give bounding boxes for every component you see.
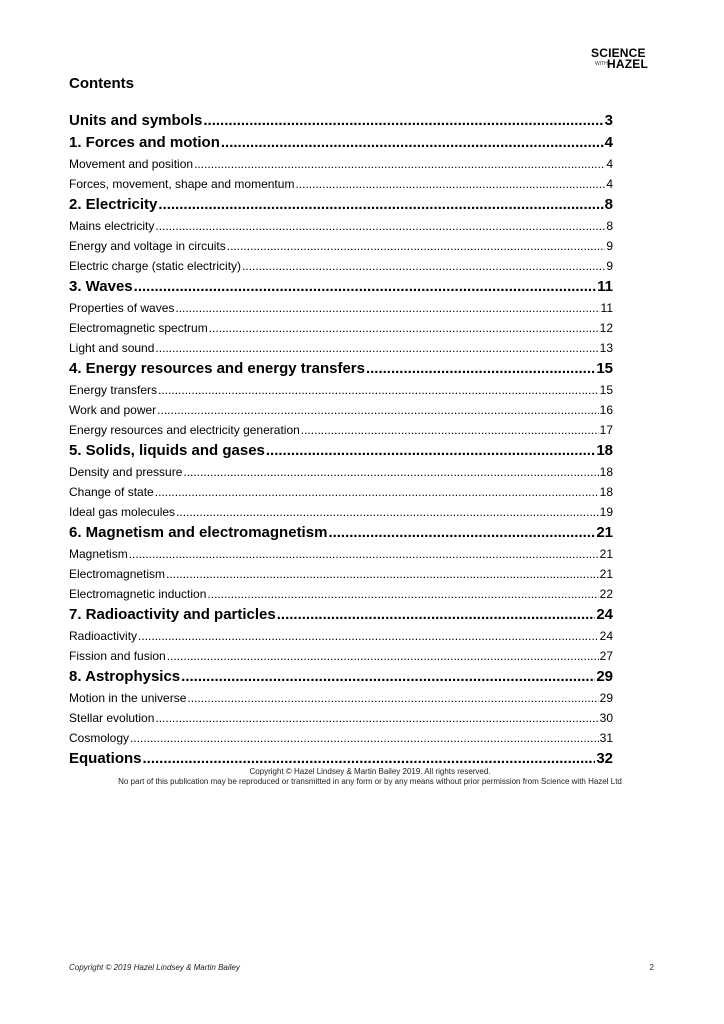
toc-dot-leader (158, 380, 599, 400)
toc-entry-page: 9 (606, 239, 613, 253)
toc-entry-label: 5. Solids, liquids and gases (69, 442, 265, 459)
toc-dot-leader (181, 666, 595, 688)
toc-subsection-entry[interactable] (69, 236, 613, 256)
toc-dot-leader (138, 626, 599, 646)
toc-dot-leader (155, 708, 598, 728)
toc-dot-leader (130, 728, 599, 748)
toc-entry-page: 18 (599, 485, 613, 499)
toc-section-entry[interactable] (69, 194, 613, 216)
toc-subsection-entry[interactable] (69, 688, 613, 708)
toc-dot-leader (157, 400, 598, 420)
toc-subsection-entry[interactable] (69, 216, 613, 236)
toc-dot-leader (227, 236, 606, 256)
copyright-notice: Copyright © Hazel Lindsey & Martin Bailey 2019. All rights reserved. (249, 767, 491, 776)
footer-copyright: Copyright © 2019 Hazel Lindsey & Martin Bailey (69, 963, 240, 972)
toc-subsection-entry[interactable] (69, 462, 613, 482)
toc-entry-label: Fission and fusion (69, 649, 166, 663)
toc-entry-page: 24 (599, 629, 613, 643)
toc-subsection-entry[interactable] (69, 318, 613, 338)
toc-subsection-entry[interactable] (69, 584, 613, 604)
toc-subsection-entry[interactable] (69, 646, 613, 666)
toc-entry-page: 21 (599, 567, 613, 581)
toc-subsection-entry[interactable] (69, 380, 613, 400)
toc-dot-leader (155, 216, 605, 236)
toc-dot-leader (167, 646, 599, 666)
toc-entry-page: 29 (599, 691, 613, 705)
toc-dot-leader (277, 604, 596, 626)
reproduction-notice: No part of this publication may be reproduced or transmitted in any form or by any means without prior permission from Science with Hazel Ltd (118, 777, 622, 786)
toc-dot-leader (301, 420, 599, 440)
toc-subsection-entry[interactable] (69, 626, 613, 646)
toc-dot-leader (242, 256, 605, 276)
toc-subsection-entry[interactable] (69, 728, 613, 748)
toc-entry-page: 12 (599, 321, 613, 335)
table-of-contents (69, 110, 613, 770)
toc-entry-label: Work and power (69, 403, 157, 417)
toc-subsection-entry[interactable] (69, 564, 613, 584)
toc-entry-page: 21 (596, 524, 613, 541)
toc-subsection-entry[interactable] (69, 708, 613, 728)
toc-entry-label: Mains electricity (69, 219, 155, 233)
toc-entry-label: 6. Magnetism and electromagnetism (69, 524, 328, 541)
toc-dot-leader (209, 318, 599, 338)
toc-entry-label: Energy and voltage in circuits (69, 239, 226, 253)
toc-entry-label: 7. Radioactivity and particles (69, 606, 276, 623)
toc-dot-leader (175, 298, 599, 318)
toc-dot-leader (155, 338, 598, 358)
toc-subsection-entry[interactable] (69, 482, 613, 502)
page-title: Contents (69, 75, 134, 92)
toc-entry-label: Electromagnetic induction (69, 587, 207, 601)
toc-entry-page: 29 (596, 668, 613, 685)
toc-subsection-entry[interactable] (69, 174, 613, 194)
toc-entry-label: Motion in the universe (69, 691, 187, 705)
toc-entry-page: 4 (606, 177, 613, 191)
toc-entry-page: 15 (599, 383, 613, 397)
toc-entry-label: 2. Electricity (69, 196, 158, 213)
toc-dot-leader (166, 564, 599, 584)
toc-entry-page: 18 (599, 465, 613, 479)
toc-dot-leader (295, 174, 605, 194)
toc-entry-page: 24 (596, 606, 613, 623)
toc-entry-label: Equations (69, 750, 142, 767)
toc-dot-leader (194, 154, 605, 174)
toc-entry-page: 19 (599, 505, 613, 519)
toc-entry-label: Electromagnetic spectrum (69, 321, 208, 335)
toc-dot-leader (221, 132, 604, 154)
toc-dot-leader (328, 522, 595, 544)
toc-section-entry[interactable] (69, 132, 613, 154)
toc-section-entry[interactable] (69, 604, 613, 626)
toc-entry-label: Movement and position (69, 157, 194, 171)
toc-entry-label: Cosmology (69, 731, 130, 745)
toc-entry-page: 22 (599, 587, 613, 601)
toc-entry-page: 15 (596, 360, 613, 377)
toc-subsection-entry[interactable] (69, 298, 613, 318)
toc-entry-page: 11 (597, 278, 613, 295)
toc-section-entry[interactable] (69, 522, 613, 544)
toc-entry-page: 16 (599, 403, 613, 417)
toc-entry-label: 8. Astrophysics (69, 668, 181, 685)
toc-entry-page: 30 (599, 711, 613, 725)
toc-section-entry[interactable] (69, 666, 613, 688)
toc-subsection-entry[interactable] (69, 400, 613, 420)
toc-entry-page: 13 (599, 341, 613, 355)
toc-entry-page: 18 (596, 442, 613, 459)
toc-entry-label: Density and pressure (69, 465, 183, 479)
toc-entry-page: 4 (606, 157, 613, 171)
toc-dot-leader (155, 482, 599, 502)
toc-entry-label: 3. Waves (69, 278, 133, 295)
science-with-hazel-logo (591, 47, 655, 71)
toc-dot-leader (158, 194, 603, 216)
toc-subsection-entry[interactable] (69, 502, 613, 522)
toc-dot-leader (266, 440, 595, 462)
toc-entry-label: Magnetism (69, 547, 128, 561)
toc-section-entry[interactable] (69, 440, 613, 462)
toc-entry-page: 21 (599, 547, 613, 561)
toc-entry-page: 11 (600, 301, 613, 315)
toc-section-entry[interactable] (69, 276, 613, 298)
toc-entry-page: 4 (604, 134, 613, 151)
toc-subsection-entry[interactable] (69, 256, 613, 276)
toc-entry-page: 9 (606, 259, 613, 273)
toc-section-entry[interactable] (69, 110, 613, 132)
toc-dot-leader (207, 584, 598, 604)
toc-entry-label: Units and symbols (69, 112, 203, 129)
logo-line-science: SCIENCE (591, 46, 646, 60)
toc-entry-label: Forces, movement, shape and momentum (69, 177, 295, 191)
toc-entry-page: 17 (599, 423, 613, 437)
toc-dot-leader (203, 110, 603, 132)
toc-entry-page: 32 (596, 750, 613, 767)
toc-entry-page: 8 (606, 219, 613, 233)
toc-entry-page: 31 (599, 731, 613, 745)
toc-dot-leader (187, 688, 598, 708)
toc-entry-page: 8 (604, 196, 613, 213)
toc-dot-leader (366, 358, 595, 380)
toc-subsection-entry[interactable] (69, 338, 613, 358)
toc-entry-label: Change of state (69, 485, 154, 499)
toc-entry-label: 1. Forces and motion (69, 134, 220, 151)
logo-line-with: WITH (595, 61, 608, 67)
toc-dot-leader (183, 462, 598, 482)
toc-entry-label: Electric charge (static electricity) (69, 259, 242, 273)
toc-dot-leader (134, 276, 596, 298)
toc-section-entry[interactable] (69, 358, 613, 380)
toc-entry-label: Radioactivity (69, 629, 138, 643)
toc-entry-label: Stellar evolution (69, 711, 155, 725)
toc-dot-leader (176, 502, 599, 522)
toc-entry-label: 4. Energy resources and energy transfers (69, 360, 365, 377)
toc-entry-page: 27 (599, 649, 613, 663)
toc-entry-label: Electromagnetism (69, 567, 166, 581)
toc-entry-label: Properties of waves (69, 301, 175, 315)
toc-subsection-entry[interactable] (69, 154, 613, 174)
toc-entry-page: 3 (604, 112, 613, 129)
toc-subsection-entry[interactable] (69, 544, 613, 564)
toc-entry-label: Energy resources and electricity generation (69, 423, 300, 437)
logo-line-hazel: HAZEL (607, 57, 648, 71)
toc-subsection-entry[interactable] (69, 420, 613, 440)
toc-entry-label: Ideal gas molecules (69, 505, 176, 519)
toc-dot-leader (129, 544, 599, 564)
toc-entry-label: Energy transfers (69, 383, 158, 397)
toc-entry-label: Light and sound (69, 341, 155, 355)
footer-page-number: 2 (649, 963, 654, 972)
